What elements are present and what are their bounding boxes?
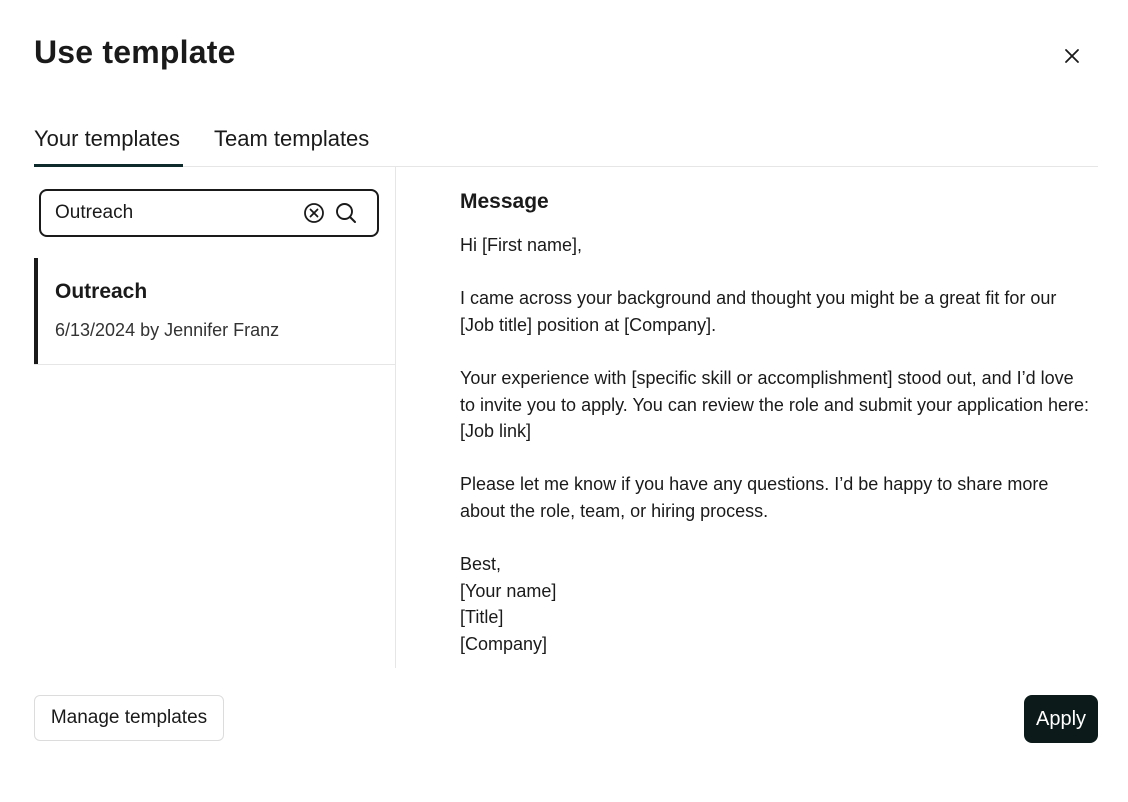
tab-team-templates[interactable]: Team templates	[214, 126, 370, 151]
preview-heading: Message	[460, 190, 549, 213]
message-paragraph: Please let me know if you have any questions. I’d be happy to share more about the role, team, or hiring process.	[460, 474, 1049, 521]
template-tabs	[34, 116, 1098, 167]
search-input[interactable]	[55, 191, 295, 235]
close-button[interactable]	[1056, 40, 1088, 72]
search-button[interactable]	[335, 202, 357, 224]
template-list-panel	[34, 167, 396, 668]
dialog-title: Use template	[34, 34, 236, 70]
search-icon	[335, 202, 357, 224]
template-meta: 6/13/2024 by Jennifer Franz	[55, 320, 280, 340]
message-signature: Best, [Your name] [Title] [Company]	[460, 554, 557, 654]
message-preview	[460, 190, 1090, 658]
apply-button[interactable]: Apply	[1024, 695, 1098, 743]
close-icon	[1064, 48, 1080, 64]
tab-your-templates[interactable]: Your templates	[34, 126, 180, 151]
message-paragraph: I came across your background and thought you might be a great fit for our [Job title] position at [Company].	[460, 288, 1057, 335]
clear-search-button[interactable]	[303, 202, 325, 224]
message-body	[460, 232, 1090, 658]
template-list-item[interactable]	[34, 258, 395, 365]
manage-templates-button[interactable]: Manage templates	[34, 695, 224, 741]
search-box	[39, 189, 379, 237]
clear-circle-icon	[303, 202, 325, 224]
selected-indicator	[34, 258, 38, 364]
message-paragraph: Your experience with [specific skill or accomplishment] stood out, and I’d love to invite you to apply. You can review the role and submit your application here: [Job link]	[460, 367, 1090, 442]
template-name: Outreach	[55, 280, 148, 303]
message-paragraph: Hi [First name],	[460, 235, 583, 255]
